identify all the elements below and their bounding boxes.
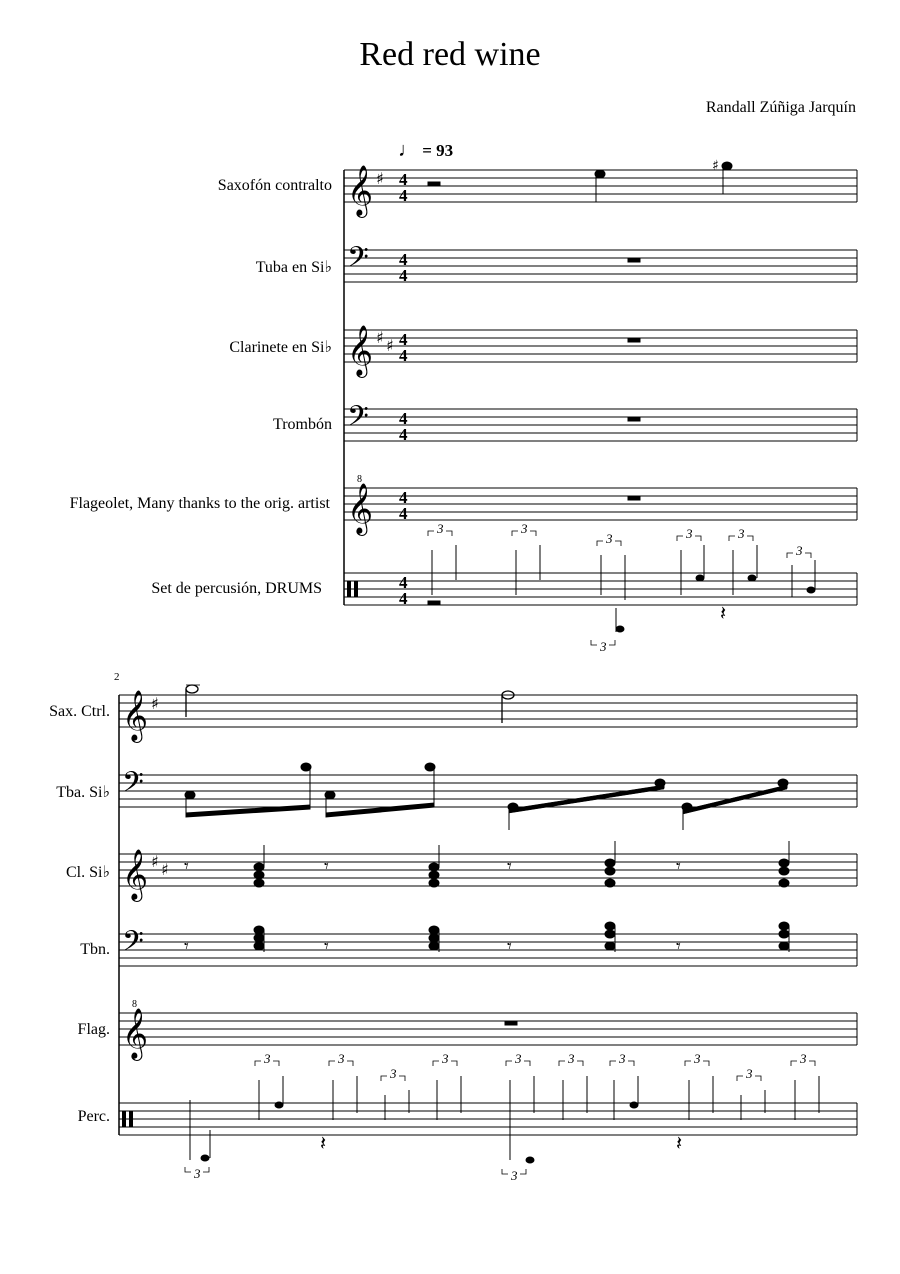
treble-clef-icon: 𝄞	[347, 483, 374, 534]
instrument-name-tuba: Tuba en Si♭	[255, 259, 332, 276]
tuplet-number: 3	[194, 1166, 201, 1181]
eighth-rest: 𝄾	[676, 936, 681, 956]
instrument-name-trombone: Trombón	[273, 416, 332, 433]
instrument-name-percussion: Set de percusión, DRUMS	[151, 580, 322, 597]
staff-tuba-2	[119, 775, 857, 807]
tuplet-number: 3	[694, 1051, 701, 1066]
tuplet-number: 3	[511, 1168, 518, 1183]
instrument-abbr-flageolet: Flag.	[77, 1021, 110, 1038]
sax-notes-2	[186, 660, 514, 723]
eighth-rest: 𝄾	[184, 936, 189, 956]
tuplet-number: 3	[796, 543, 803, 558]
svg-text:4: 4	[399, 186, 408, 205]
eighth-rest: 𝄾	[507, 856, 512, 876]
instrument-abbr-sax: Sax. Ctrl.	[49, 703, 110, 720]
svg-text:4: 4	[399, 425, 408, 444]
staff-clarinet-2	[119, 854, 857, 886]
staff-sax-2	[119, 695, 857, 727]
bass-clef-icon: 𝄢	[122, 766, 144, 806]
tuplet-number: 3	[746, 1066, 753, 1081]
tuplet-number: 3	[800, 1051, 807, 1066]
half-rest	[428, 182, 440, 186]
half-rest	[428, 601, 440, 605]
tuplet-number: 3	[521, 521, 528, 536]
treble-clef-icon: 𝄞	[347, 165, 374, 216]
bass-clef-icon: 𝄢	[122, 925, 144, 965]
tuplet-number: 3	[264, 1051, 271, 1066]
score-title: Red red wine	[359, 36, 541, 73]
instrument-name-clarinet: Clarinete en Si♭	[229, 339, 332, 356]
treble-clef-icon: 𝄞	[122, 690, 149, 741]
treble-clef-icon: 𝄞	[347, 325, 374, 376]
svg-text:4: 4	[399, 346, 408, 365]
instrument-abbr-percussion: Perc.	[77, 1108, 110, 1125]
whole-rest	[628, 338, 640, 342]
bass-clef-icon: 𝄢	[347, 241, 369, 281]
svg-text:4: 4	[399, 589, 408, 608]
tuplet-number: 3	[437, 521, 444, 536]
sharp-icon: ♯	[386, 336, 394, 355]
ottava-mark: 8	[132, 999, 137, 1010]
sharp-icon: ♯	[712, 158, 719, 174]
staff-clarinet-1	[344, 330, 857, 362]
svg-text:4: 4	[399, 409, 408, 428]
staff-flageolet-1	[344, 488, 857, 520]
percussion-clef-icon	[347, 581, 351, 597]
tuplet-number: 3	[390, 1066, 397, 1081]
sharp-icon: ♯	[151, 852, 159, 871]
sharp-icon: ♯	[376, 169, 384, 188]
svg-text:4: 4	[399, 170, 408, 189]
instrument-abbr-tuba: Tba. Si♭	[56, 784, 110, 801]
tuba-notes-2	[185, 763, 788, 830]
tuplet-number: 3	[568, 1051, 575, 1066]
whole-rest	[628, 417, 640, 421]
whole-rest	[628, 496, 640, 500]
eighth-rest: 𝄾	[324, 856, 329, 876]
tuplet-number: 3	[515, 1051, 522, 1066]
treble-clef-icon: 𝄞	[122, 849, 149, 900]
quarter-rest: 𝄽	[720, 603, 727, 625]
svg-text:4: 4	[399, 266, 408, 285]
composer-name: Randall Zúñiga Jarquín	[705, 99, 856, 116]
staff-flageolet-2	[119, 1013, 857, 1045]
svg-text:4: 4	[399, 330, 408, 349]
ottava-mark: 8	[357, 474, 362, 485]
bass-clef-icon: 𝄢	[347, 400, 369, 440]
tuplet-number: 3	[442, 1051, 449, 1066]
treble-clef-icon: 𝄞	[122, 1008, 149, 1059]
tuplet-number: 3	[738, 526, 745, 541]
instrument-name-flageolet: Flageolet, Many thanks to the orig. artist	[69, 495, 330, 512]
instrument-abbr-clarinet: Cl. Si♭	[65, 864, 110, 881]
measure-number: 2	[114, 671, 120, 683]
instrument-abbr-trombone: Tbn.	[80, 941, 110, 958]
tuplet-number: 3	[619, 1051, 626, 1066]
sharp-icon: ♯	[151, 694, 159, 713]
percussion-clef-icon	[122, 1111, 126, 1127]
sharp-icon: ♯	[161, 860, 169, 879]
tuplet-number: 3	[686, 526, 693, 541]
quarter-rest: 𝄽	[676, 1133, 683, 1155]
eighth-rest: 𝄾	[324, 936, 329, 956]
whole-rest	[505, 1021, 517, 1025]
tuplet-number: 3	[600, 639, 607, 654]
svg-text:4: 4	[399, 250, 408, 269]
staff-percussion-2	[119, 1103, 857, 1135]
svg-text:4: 4	[399, 504, 408, 523]
svg-text:4: 4	[399, 488, 408, 507]
tuplet-markings-2	[193, 1051, 807, 1183]
quarter-rest: 𝄽	[320, 1133, 327, 1155]
staff-trombone-2	[119, 934, 857, 966]
whole-rest	[628, 258, 640, 262]
instrument-name-sax: Saxofón contralto	[217, 177, 332, 194]
staff-tuba-1	[344, 250, 857, 282]
staff-trombone-1	[344, 409, 857, 441]
eighth-rest: 𝄾	[507, 936, 512, 956]
tuplet-number: 3	[606, 531, 613, 546]
sharp-icon: ♯	[376, 328, 384, 347]
eighth-rest: 𝄾	[676, 856, 681, 876]
tempo-value: = 93	[422, 141, 454, 160]
quarter-note-icon: ♩	[398, 139, 418, 161]
tuplet-number: 3	[338, 1051, 345, 1066]
chord-notes-2	[184, 841, 789, 1025]
eighth-rest: 𝄾	[184, 856, 189, 876]
svg-text:4: 4	[399, 573, 408, 592]
